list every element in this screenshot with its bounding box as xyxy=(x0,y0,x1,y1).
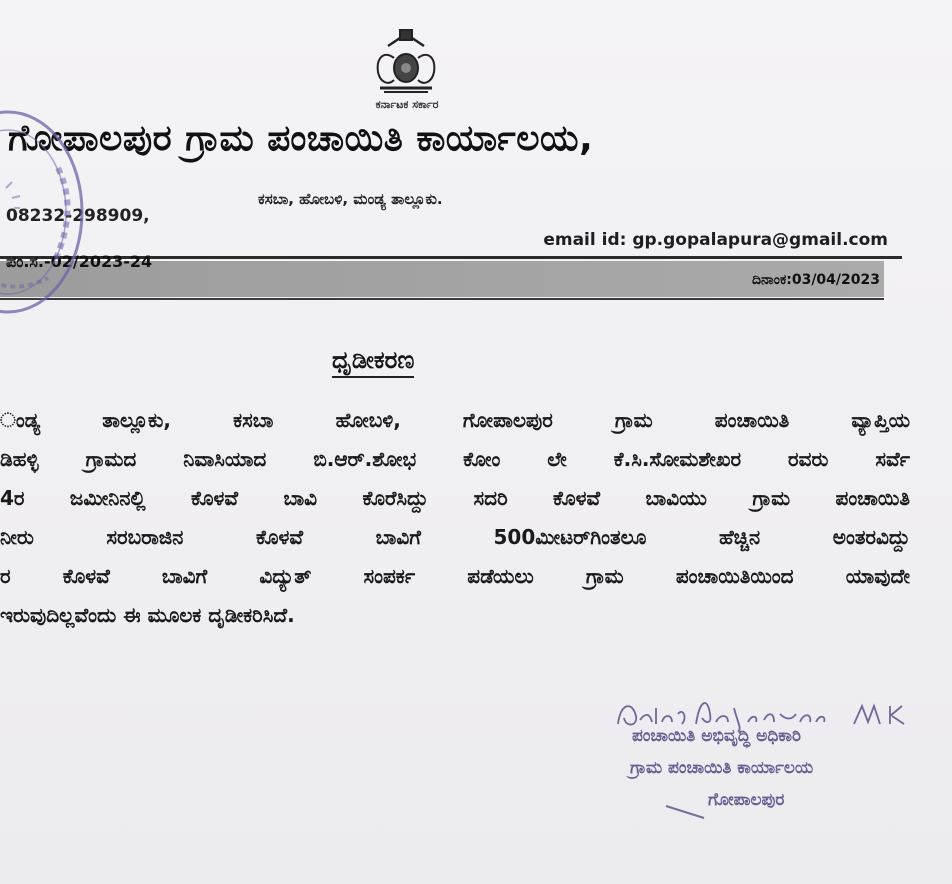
body-line: 4ರ ಜಮೀನಿನಲ್ಲಿ ಕೊಳವೆ ಬಾವಿ ಕೊರೆಸಿದ್ದು ಸದರಿ ಕೊಳವೆ ಬಾವಿಯು ಗ್ರಾಮ ಪಂಚಾಯಿತಿ xyxy=(0,486,910,510)
body-line: ಇರುವುದಿಲ್ಲವೆಂದು ಈ ಮೂಲಕ ದೃಡೀಕರಿಸಿದೆ. xyxy=(0,603,295,627)
email-address: email id: gp.gopalapura@gmail.com xyxy=(543,230,888,250)
document-heading: ಧೃಡೀಕರಣ xyxy=(332,346,414,378)
certificate-body xyxy=(0,408,910,642)
phone-number: 08232-298909, xyxy=(6,206,150,226)
body-line: ಡಿಹಳ್ಳಿ ಗ್ರಾಮದ ನಿವಾಸಿಯಾದ ಬಿ.ಆರ್.ಶೋಭ ಕೋಂ ಲೇ ಕೆ.ಸಿ.ಸೋಮಶೇಖರ ರವರು ಸರ್ವೆ xyxy=(0,447,910,471)
body-line: ನೀರು ಸರಬರಾಜಿನ ಕೊಳವೆ ಬಾವಿಗೆ 500ಮೀಟರ್‌ಗಿಂತಲೂ ಹೆಚ್ಚಿನ ಅಂತರವಿದ್ದು xyxy=(0,525,910,549)
body-line: ಂಡ್ಯ ತಾಲ್ಲೂಕು, ಕಸಬಾ ಹೋಬಳಿ, ಗೋಪಾಲಪುರ ಗ್ರಾಮ ಪಂಚಾಯಿತಿ ವ್ಯಾಪ್ತಿಯ xyxy=(0,408,910,432)
karnataka-emblem-icon xyxy=(366,28,446,98)
letter-date: ದಿನಾಂಕ:03/04/2023 xyxy=(751,272,880,288)
government-name: ಕರ್ನಾಟಕ ಸರ್ಕಾರ xyxy=(375,98,439,111)
office-seal-icon xyxy=(0,108,88,318)
body-line: ರ ಕೊಳವೆ ಬಾವಿಗೆ ವಿದ್ಯುತ್ ಸಂಪರ್ಕ ಪಡೆಯಲು ಗ್ರಾಮ ಪಂಚಾಯಿತಿಯಿಂದ ಯಾವುದೇ xyxy=(0,564,910,588)
reference-number: ಪಂ.ಸ.-02/2023-24 xyxy=(6,252,153,271)
designation-line: ಪಂಚಾಯಿತಿ ಅಭಿವೃದ್ಧಿ ಅಧಿಕಾರಿ xyxy=(632,726,801,746)
office-line: ಗ್ರಾಮ ಪಂಚಾಯಿತಿ ಕಾರ್ಯಾಲಯ xyxy=(630,758,814,778)
signature-stroke xyxy=(664,802,714,822)
office-address: ಕಸಬಾ, ಹೋಬಳಿ, ಮಂಡ್ಯ ತಾಲ್ಲೂಕು. xyxy=(258,190,443,208)
office-title: ಗೋಪಾಲಪುರ ಗ್ರಾಮ ಪಂಚಾಯಿತಿ ಕಾರ್ಯಾಲಯ, xyxy=(8,118,594,159)
band-divider xyxy=(0,298,884,300)
village-line: ಗೋಪಾಲಪುರ xyxy=(708,790,785,810)
